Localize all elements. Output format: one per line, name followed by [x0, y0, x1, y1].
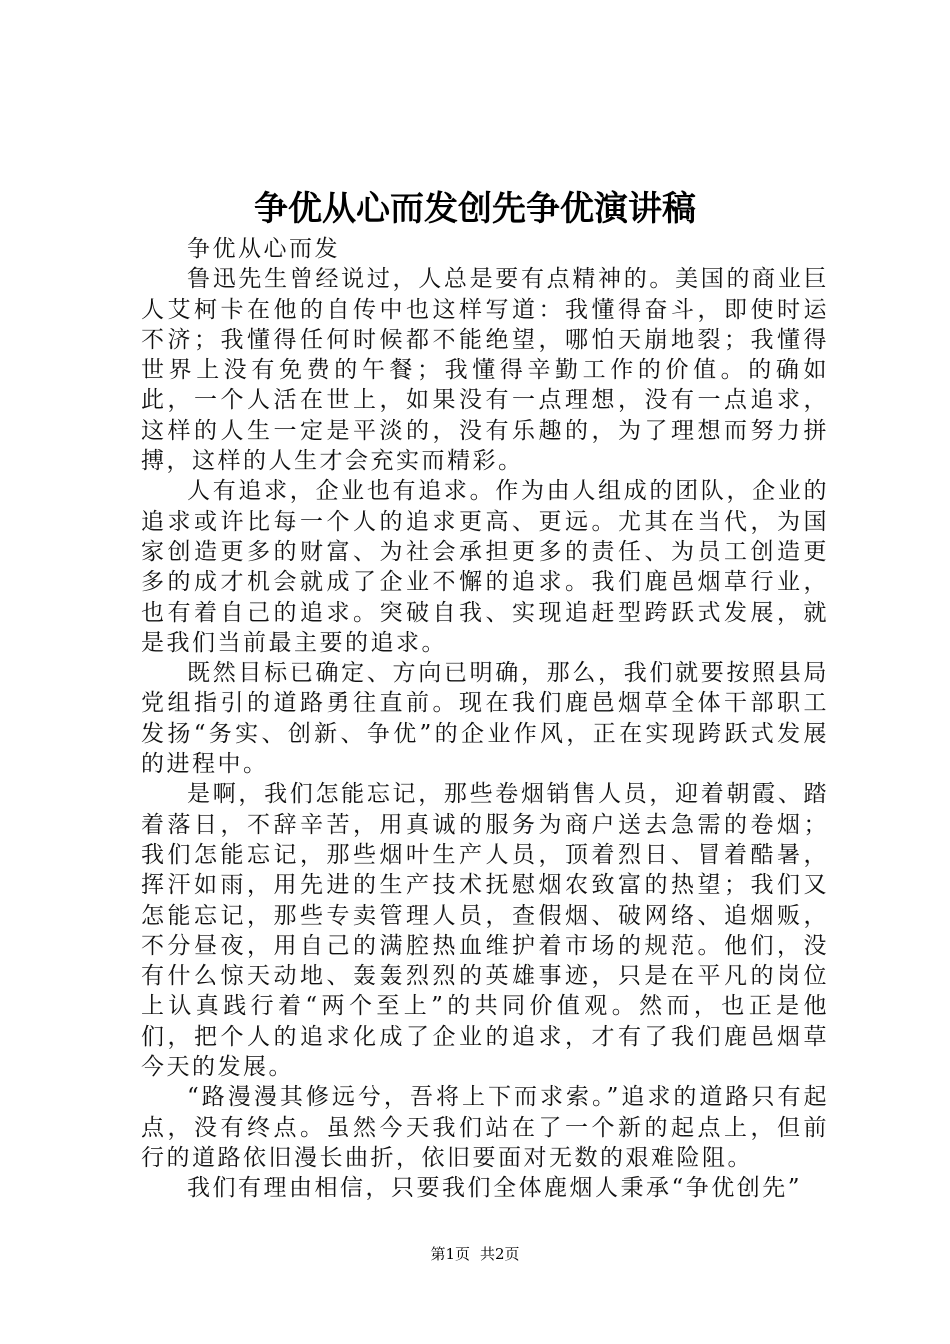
paragraph: “路漫漫其修远兮，吾将上下而求索。”追求的道路只有起点，没有终点。虽然今天我们站在了一个新的起点上，但前行的道路依旧漫长曲折，依旧要面对无数的艰难险阻。	[141, 1084, 829, 1171]
paragraph: 鲁迅先生曾经说过，人总是要有点精神的。美国的商业巨人艾柯卡在他的自传中也这样写道：我懂得奋斗，即使时运不济；我懂得任何时候都不能绝望，哪怕天崩地裂；我懂得世界上没有免费的午餐；我懂得辛勤工作的价值。的确如此，一个人活在世上，如果没有一点理想，没有一点追求，这样的人生一定是平淡的，没有乐趣的，为了理想而努力拼搏，这样的人生才会充实而精彩。	[141, 266, 829, 475]
paragraph: 是啊，我们怎能忘记，那些卷烟销售人员，迎着朝霞、踏着落日，不辞辛苦，用真诚的服务为商户送去急需的卷烟；我们怎能忘记，那些烟叶生产人员，顶着烈日、冒着酷暑，挥汗如雨，用先进的生产技术抚慰烟农致富的热望；我们又怎能忘记，那些专卖管理人员，查假烟、破网络、追烟贩，不分昼夜，用自己的满腔热血维护着市场的规范。他们，没有什么惊天动地、轰轰烈烈的英雄事迹，只是在平凡的岗位上认真践行着“两个至上”的共同价值观。然而，也正是他们，把个人的追求化成了企业的追求，才有了我们鹿邑烟草今天的发展。	[141, 781, 829, 1081]
paragraph: 我们有理由相信，只要我们全体鹿烟人秉承“争优创先”	[187, 1175, 803, 1202]
document-title: 争优从心而发创先争优演讲稿	[254, 189, 696, 229]
page-footer	[0, 1244, 950, 1264]
paragraph: 既然目标已确定、方向已明确，那么，我们就要按照县局党组指引的道路勇往直前。现在我们鹿邑烟草全体干部职工发扬“务实、创新、争优”的企业作风，正在实现跨跃式发展的进程中。	[141, 660, 829, 778]
paragraph: 人有追求，企业也有追求。作为由人组成的团队，企业的追求或许比每一个人的追求更高、更远。尤其在当代，为国家创造更多的财富、为社会承担更多的责任、为员工创造更多的成才机会就成了企业不懈的追求。我们鹿邑烟草行业，也有着自己的追求。突破自我、实现追赶型跨跃式发展，就是我们当前最主要的追求。	[141, 478, 829, 656]
paragraph-subtitle: 争优从心而发	[187, 236, 340, 262]
page-number-current: 第1页	[430, 1245, 470, 1263]
page-number-total: 共2页	[480, 1245, 520, 1263]
document-body	[141, 234, 829, 1204]
